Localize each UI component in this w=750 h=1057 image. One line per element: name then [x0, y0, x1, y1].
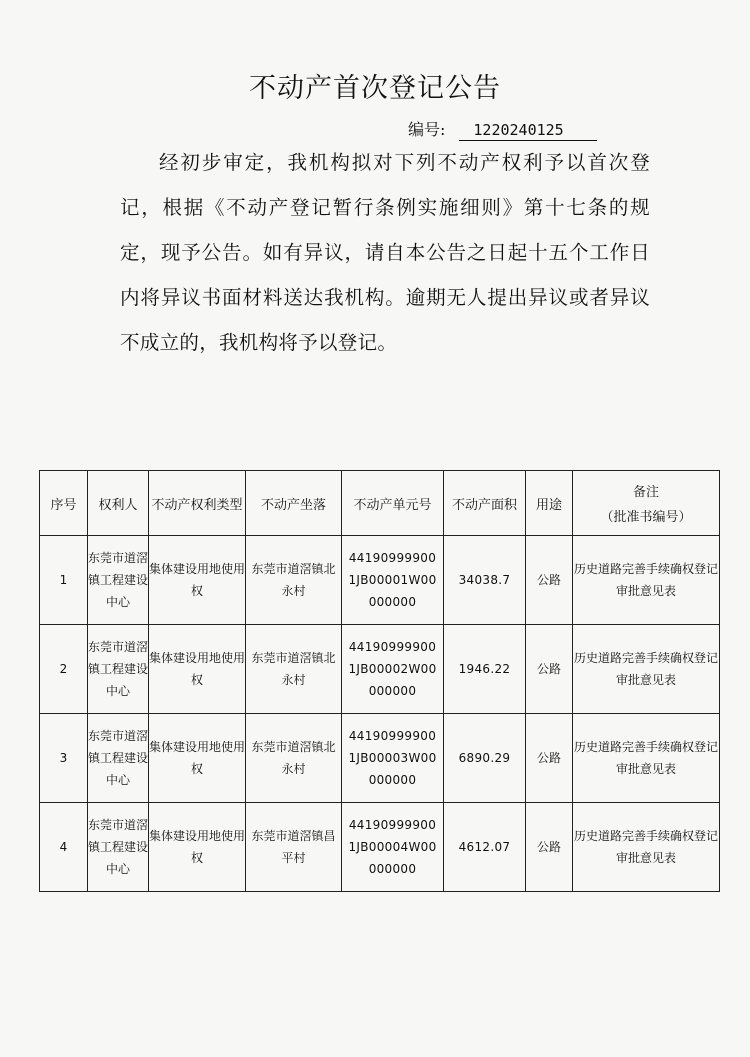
cell-usage: 公路 — [526, 803, 573, 892]
document-number-value: 1220240125 — [459, 121, 597, 141]
cell-location: 东莞市道滘镇北永村 — [246, 625, 342, 714]
cell-area: 34038.7 — [444, 536, 526, 625]
document-number-label: 编号: — [408, 120, 446, 139]
cell-usage: 公路 — [526, 625, 573, 714]
cell-owner: 东莞市道滘镇工程建设中心 — [88, 803, 149, 892]
registration-table — [39, 470, 720, 892]
table-row — [40, 536, 720, 625]
header-owner: 权利人 — [88, 471, 149, 536]
cell-remark: 历史道路完善手续确权登记审批意见表 — [573, 625, 720, 714]
cell-unit-no: 441909999001JB00001W00000000 — [342, 536, 444, 625]
cell-index: 3 — [40, 714, 88, 803]
table-row — [40, 803, 720, 892]
cell-location: 东莞市道滘镇北永村 — [246, 714, 342, 803]
header-remark — [573, 471, 720, 536]
cell-usage: 公路 — [526, 714, 573, 803]
notice-paragraph: 经初步审定，我机构拟对下列不动产权利予以首次登记，根据《不动产登记暂行条例实施细则》第十七条的规定，现予公告。如有异议，请自本公告之日起十五个工作日内将异议书面材料送达我机构。逾期无人提出异议或者异议不成立的，我机构将予以登记。 — [120, 151, 650, 354]
cell-index: 1 — [40, 536, 88, 625]
header-location: 不动产坐落 — [246, 471, 342, 536]
cell-index: 2 — [40, 625, 88, 714]
table-row — [40, 714, 720, 803]
header-right-type: 不动产权利类型 — [149, 471, 246, 536]
header-remark-title: 备注 — [632, 485, 659, 500]
header-remark-sub: （批准书编号） — [600, 510, 692, 525]
cell-remark: 历史道路完善手续确权登记审批意见表 — [573, 714, 720, 803]
cell-remark: 历史道路完善手续确权登记审批意见表 — [573, 536, 720, 625]
notice-title: 不动产首次登记公告 — [249, 73, 501, 104]
table-header-row — [40, 471, 720, 536]
cell-remark: 历史道路完善手续确权登记审批意见表 — [573, 803, 720, 892]
cell-right-type: 集体建设用地使用权 — [149, 714, 246, 803]
cell-area: 4612.07 — [444, 803, 526, 892]
cell-owner: 东莞市道滘镇工程建设中心 — [88, 536, 149, 625]
cell-right-type: 集体建设用地使用权 — [149, 625, 246, 714]
cell-location: 东莞市道滘镇北永村 — [246, 536, 342, 625]
cell-owner: 东莞市道滘镇工程建设中心 — [88, 625, 149, 714]
document-number — [408, 117, 597, 141]
cell-index: 4 — [40, 803, 88, 892]
cell-usage: 公路 — [526, 536, 573, 625]
cell-area: 1946.22 — [444, 625, 526, 714]
header-usage: 用途 — [526, 471, 573, 536]
cell-unit-no: 441909999001JB00004W00000000 — [342, 803, 444, 892]
header-index: 序号 — [40, 471, 88, 536]
cell-right-type: 集体建设用地使用权 — [149, 803, 246, 892]
header-area: 不动产面积 — [444, 471, 526, 536]
cell-unit-no: 441909999001JB00002W00000000 — [342, 625, 444, 714]
cell-area: 6890.29 — [444, 714, 526, 803]
header-unit-no: 不动产单元号 — [342, 471, 444, 536]
cell-location: 东莞市道滘镇昌平村 — [246, 803, 342, 892]
cell-unit-no: 441909999001JB00003W00000000 — [342, 714, 444, 803]
cell-owner: 东莞市道滘镇工程建设中心 — [88, 714, 149, 803]
cell-right-type: 集体建设用地使用权 — [149, 536, 246, 625]
table-row — [40, 625, 720, 714]
